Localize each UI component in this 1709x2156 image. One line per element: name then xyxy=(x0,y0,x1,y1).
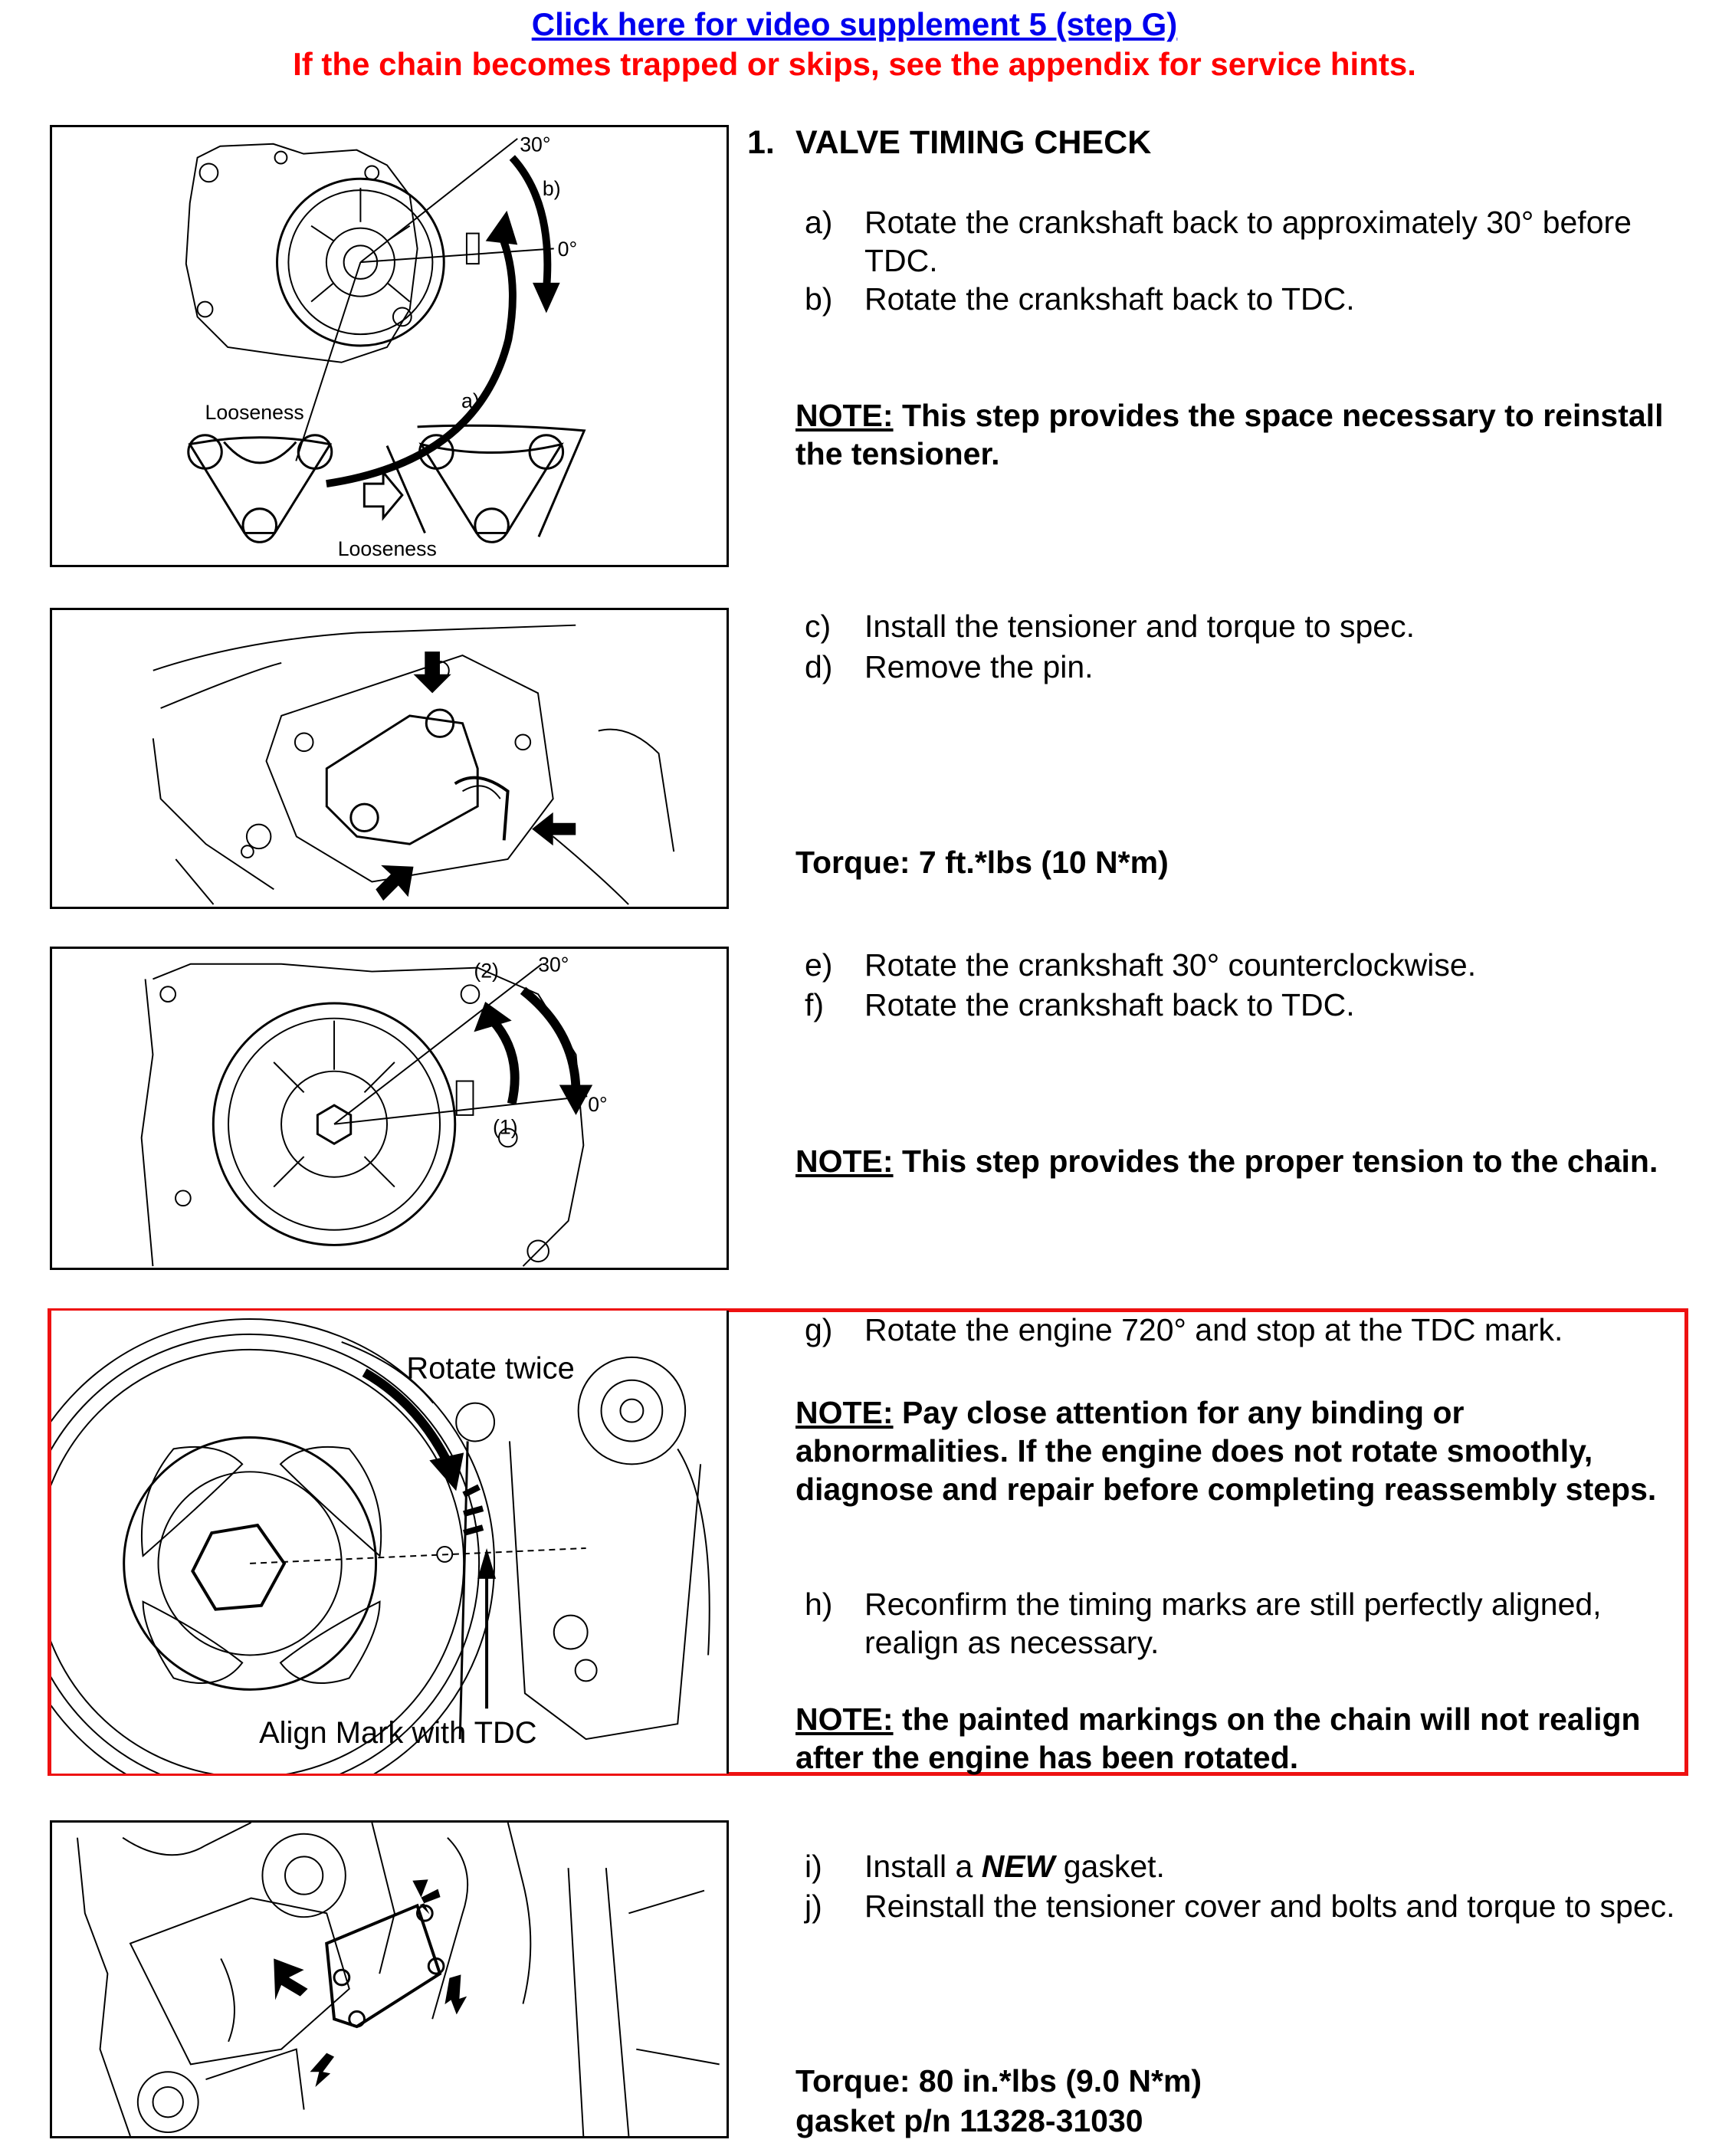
fig3-label-30deg: 30° xyxy=(538,953,569,976)
crankshaft-tension-drawing xyxy=(52,949,727,1268)
note-1-text: This step provides the space necessary to reinstall the tensioner. xyxy=(795,398,1664,471)
step-a-text: Rotate the crankshaft back to approximately 30° before TDC. xyxy=(864,205,1632,278)
fig1-label-b: b) xyxy=(542,177,561,201)
section-number: 1. xyxy=(747,124,775,161)
note-2-label: NOTE: xyxy=(795,1144,894,1179)
step-a-letter: a) xyxy=(805,205,833,240)
crankshaft-rotation-drawing xyxy=(52,127,727,565)
note-3-label: NOTE: xyxy=(795,1395,894,1430)
step-h-letter: h) xyxy=(805,1587,833,1622)
section-title-text: VALVE TIMING CHECK xyxy=(795,124,1152,161)
step-b-letter: b) xyxy=(805,281,833,317)
fig1-label-0deg: 0° xyxy=(557,238,578,261)
fig4-label-rotate-twice: Rotate twice xyxy=(406,1351,575,1386)
step-i-letter: i) xyxy=(805,1849,822,1884)
tensioner-install-drawing xyxy=(52,610,727,907)
figure-rotate-twice xyxy=(51,1311,729,1774)
step-e-letter: e) xyxy=(805,947,833,983)
fig1-label-looseness-right: Looseness xyxy=(337,537,437,561)
fig3-label-0deg: 0° xyxy=(588,1092,608,1116)
step-c-text: Install the tensioner and torque to spec. xyxy=(864,609,1415,644)
step-e-text: Rotate the crankshaft 30° counterclockwise. xyxy=(864,947,1477,983)
step-g-letter: g) xyxy=(805,1312,833,1347)
torque-spec-2: Torque: 80 in.*lbs (9.0 N*m) xyxy=(795,2063,1202,2099)
step-j-text: Reinstall the tensioner cover and bolts and torque to spec. xyxy=(864,1889,1675,1924)
figure-crankshaft-rotation xyxy=(50,125,729,567)
note-1 xyxy=(795,396,1669,473)
step-h-text: Reconfirm the timing marks are still perfectly aligned, realign as necessary. xyxy=(864,1587,1602,1660)
gasket-part-number: gasket p/n 11328-31030 xyxy=(795,2103,1143,2138)
note-3 xyxy=(795,1393,1669,1508)
section-title xyxy=(747,124,1151,162)
step-c-letter: c) xyxy=(805,609,832,644)
step-b-text: Rotate the crankshaft back to TDC. xyxy=(864,281,1355,317)
step-i-post: gasket. xyxy=(1055,1849,1165,1884)
note-4 xyxy=(795,1700,1669,1777)
note-1-label: NOTE: xyxy=(795,398,894,433)
step-i-pre: Install a xyxy=(864,1849,982,1884)
step-i-text xyxy=(864,1847,1669,1885)
chain-looseness-diagram xyxy=(189,425,585,542)
fig1-label-30deg: 30° xyxy=(520,133,551,156)
step-d-letter: d) xyxy=(805,649,833,684)
note-4-text: the painted markings on the chain will not realign after the engine has been rotated. xyxy=(795,1702,1641,1775)
rotate-twice-drawing xyxy=(51,1311,727,1774)
fig4-label-align-mark: Align Mark with TDC xyxy=(259,1716,537,1751)
video-supplement-link[interactable]: Click here for video supplement 5 (step G) xyxy=(531,6,1178,42)
step-f-letter: f) xyxy=(805,987,825,1022)
note-2-text: This step provides the proper tension to the chain. xyxy=(901,1144,1658,1179)
figure-tensioner-install xyxy=(50,608,729,909)
tensioner-cover-drawing xyxy=(52,1823,727,2136)
note-4-label: NOTE: xyxy=(795,1702,894,1737)
step-i-new-emphasis: NEW xyxy=(981,1849,1055,1884)
step-d-text: Remove the pin. xyxy=(864,649,1094,684)
step-g-text: Rotate the engine 720° and stop at the TDC mark. xyxy=(864,1312,1563,1347)
fig3-label-1: (1) xyxy=(493,1115,518,1139)
step-j-letter: j) xyxy=(805,1889,822,1924)
chain-warning: If the chain becomes trapped or skips, see the appendix for service hints. xyxy=(293,46,1416,82)
note-2 xyxy=(795,1142,1669,1180)
figure-crankshaft-tension xyxy=(50,947,729,1270)
fig1-label-a: a) xyxy=(461,389,480,413)
torque-spec-1: Torque: 7 ft.*lbs (10 N*m) xyxy=(795,845,1169,880)
fig1-label-looseness-left: Looseness xyxy=(205,400,304,424)
step-f-text: Rotate the crankshaft back to TDC. xyxy=(864,987,1355,1022)
fig3-label-2: (2) xyxy=(474,959,499,983)
note-3-text: Pay close attention for any binding or abnormalities. If the engine does not rotate smoothly, diagnose and repair before completing reassembly steps. xyxy=(795,1395,1657,1507)
figure-tensioner-cover xyxy=(50,1820,729,2138)
